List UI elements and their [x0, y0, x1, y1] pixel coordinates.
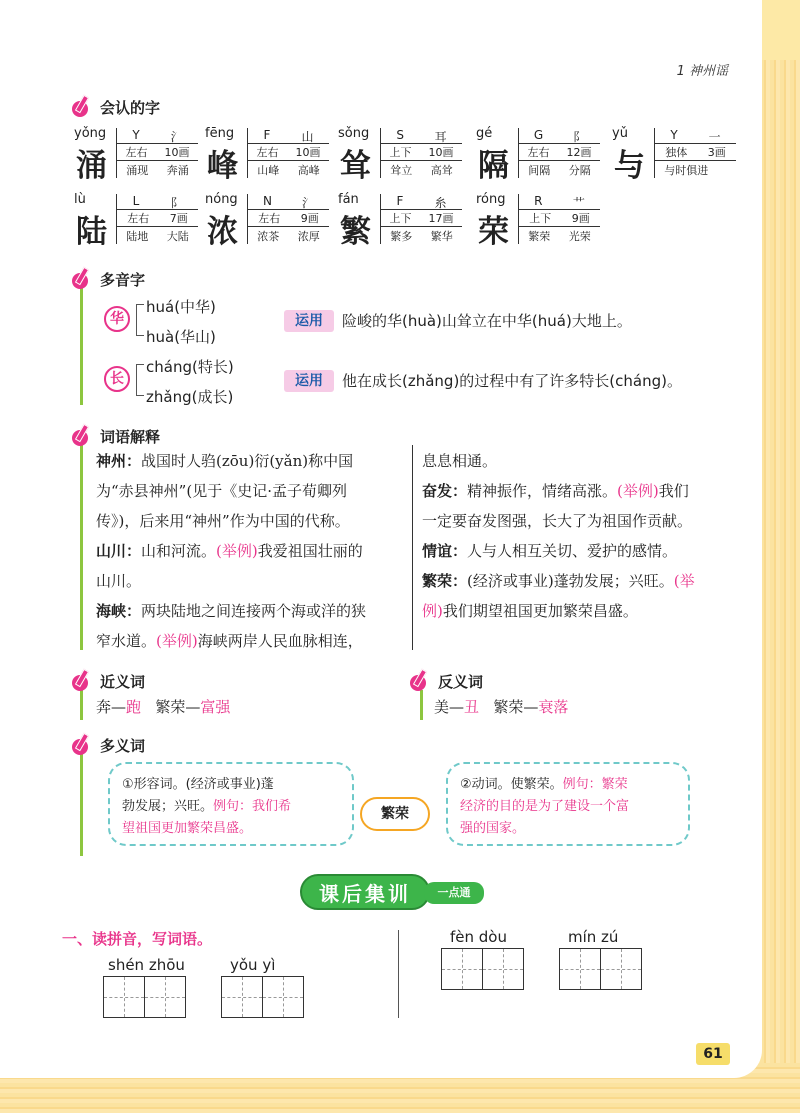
- example-tag: (举例): [156, 632, 198, 650]
- structure: 上下: [389, 146, 412, 159]
- word: 美—: [434, 698, 465, 716]
- radical: 耳: [434, 130, 447, 144]
- reading: huá(中华): [146, 298, 216, 316]
- section-recognize: [70, 96, 160, 118]
- reading: cháng(特长): [146, 358, 234, 376]
- char-info-box: [247, 194, 329, 244]
- example-sentence: 险峻的华(huà)山耸立在中华(huá)大地上。: [342, 312, 632, 330]
- char-info-box: [518, 128, 600, 178]
- char-info-box: [247, 128, 329, 178]
- section-title: 反义词: [438, 672, 484, 691]
- example-word: 间隔: [528, 163, 551, 177]
- pencil-icon: [70, 267, 94, 291]
- practice-banner: [300, 872, 490, 912]
- character: 耸: [340, 148, 371, 184]
- brace: [136, 304, 144, 336]
- definition: (经济或事业)蓬勃发展；兴旺。: [467, 572, 674, 590]
- pinyin: lù: [74, 192, 86, 207]
- writing-grid[interactable]: [560, 948, 642, 990]
- character: 浓: [207, 214, 238, 250]
- meaning-bubble-left: [108, 762, 354, 846]
- capital-letter: N: [263, 194, 272, 208]
- word: 奔—: [96, 698, 127, 716]
- example-word: 浓厚: [297, 229, 320, 243]
- structure: 左右: [127, 212, 150, 225]
- banner-main: 课后集训: [300, 874, 430, 910]
- stroke-count: 9画: [300, 212, 319, 225]
- character: 涌: [76, 148, 107, 184]
- example-word: 浓茶: [257, 229, 280, 243]
- example-word: 奔涌: [166, 163, 189, 177]
- running-head: 1 神州谣: [676, 64, 728, 79]
- pinyin: róng: [476, 192, 506, 207]
- green-bar: [420, 690, 423, 720]
- stroke-count: 10画: [428, 146, 454, 159]
- character: 与: [614, 148, 645, 184]
- radical: 山: [301, 130, 314, 144]
- term: 神州：: [96, 452, 142, 470]
- capital-letter: Y: [132, 128, 140, 142]
- column-divider: [412, 445, 413, 650]
- term: 奋发：: [422, 482, 468, 500]
- character: 陆: [76, 214, 107, 250]
- green-bar: [80, 445, 83, 650]
- radical: 艹: [572, 196, 585, 210]
- example-word: 繁华: [430, 229, 453, 243]
- pinyin-prompt: mín zú: [568, 928, 619, 946]
- reading: zhǎng(成长): [146, 388, 234, 406]
- pencil-icon: [70, 733, 94, 757]
- word: 繁荣—: [493, 698, 539, 716]
- example-tag: (举例): [216, 542, 258, 560]
- term: 海峡：: [96, 602, 142, 620]
- meaning: ②动词。使繁荣。: [460, 777, 563, 792]
- word-pair: 衰落: [538, 698, 569, 716]
- green-bar: [80, 285, 83, 405]
- section-title: 会认的字: [100, 98, 161, 117]
- writing-grid[interactable]: [442, 948, 524, 990]
- example-word: 繁荣: [528, 229, 551, 243]
- char-info-box: [518, 194, 600, 244]
- example: 我爱祖国壮丽的: [257, 542, 363, 560]
- char-badge: 华: [104, 306, 130, 332]
- example-word: 陆地: [126, 229, 149, 243]
- page-number: 61: [696, 1043, 730, 1065]
- use-tag: 运用: [284, 310, 334, 332]
- word-pair: 跑: [126, 698, 142, 716]
- definition: 传》)，后来用“神州”作为中国的代称。: [96, 512, 350, 530]
- stroke-count: 10画: [164, 146, 190, 159]
- example-tag: (举: [673, 572, 695, 590]
- section-polysemy: [70, 734, 145, 756]
- term: 繁荣：: [422, 572, 468, 590]
- section-title: 多义词: [100, 736, 146, 755]
- example-word: 光荣: [568, 229, 591, 243]
- page-side-edge: [760, 60, 800, 1113]
- character: 荣: [478, 214, 509, 250]
- definition: 精神振作，情绪高涨。: [467, 482, 618, 500]
- explain-left: [96, 446, 406, 656]
- section-antonym: [408, 670, 483, 692]
- example-word: 高峰: [297, 163, 320, 177]
- example-tag: (举例): [617, 482, 659, 500]
- task-title: 一、读拼音，写词语。: [62, 930, 213, 948]
- meaning: 勃发展；兴旺。: [122, 799, 214, 814]
- explain-right: [422, 446, 742, 626]
- section-title: 词语解释: [100, 427, 161, 446]
- radical: 糸: [434, 196, 447, 210]
- example-tag: 例): [422, 602, 443, 620]
- banner-sub: 一点通: [424, 882, 484, 904]
- char-info-box: [654, 128, 736, 178]
- word-pair: 富强: [200, 698, 231, 716]
- example-word: 与时俱进: [664, 163, 709, 177]
- writing-grid[interactable]: [222, 976, 304, 1018]
- pinyin: nóng: [205, 192, 238, 207]
- pinyin-prompt: yǒu yì: [230, 956, 276, 974]
- radical: 阝: [573, 130, 586, 144]
- character: 繁: [340, 214, 371, 250]
- example-word: 大陆: [166, 229, 189, 243]
- example: 海峡两岸人民血脉相连，: [197, 632, 363, 650]
- reading: huà(华山): [146, 328, 216, 346]
- stroke-count: 10画: [295, 146, 321, 159]
- pencil-icon: [408, 669, 432, 693]
- center-word: 繁荣: [360, 797, 430, 831]
- writing-grid[interactable]: [104, 976, 186, 1018]
- section-explain: [70, 425, 160, 447]
- capital-letter: Y: [670, 128, 678, 142]
- structure: 左右: [527, 146, 550, 159]
- example: 息息相通。: [422, 452, 498, 470]
- pinyin-prompt: shén zhōu: [108, 956, 185, 974]
- example-sentence: 强的国家。: [460, 821, 526, 836]
- char-info-box: [116, 194, 198, 244]
- example: 我们: [658, 482, 689, 500]
- pencil-icon: [70, 424, 94, 448]
- radical: 氵: [170, 130, 183, 144]
- example-sentence: 例句：繁荣: [562, 777, 628, 792]
- radical: 氵: [301, 196, 314, 210]
- brace: [136, 364, 144, 396]
- capital-letter: L: [132, 194, 140, 208]
- example-word: 山峰: [257, 163, 280, 177]
- radical: 一: [708, 130, 721, 144]
- char-info-box: [116, 128, 198, 178]
- definition: 战国时人驺(zōu)衍(yǎn)称中国: [141, 452, 354, 470]
- term: 情谊：: [422, 542, 468, 560]
- green-bar: [80, 752, 83, 856]
- example-sentence: 经济的目的是为了建设一个富: [460, 799, 630, 814]
- pinyin: fēng: [205, 126, 235, 141]
- synonym-pairs: [96, 692, 230, 722]
- radical: 阝: [170, 196, 183, 210]
- structure: 左右: [258, 212, 281, 225]
- pinyin: yǒng: [74, 126, 107, 141]
- example-sentence: 望祖国更加繁荣昌盛。: [122, 821, 253, 836]
- word-pair: 丑: [464, 698, 480, 716]
- stroke-count: 9画: [571, 212, 590, 225]
- antonym-pairs: [434, 692, 568, 722]
- structure: 上下: [389, 212, 412, 225]
- capital-letter: S: [396, 128, 404, 142]
- example-word: 耸立: [390, 163, 413, 177]
- example: 一定要奋发图强，长大了为祖国作贡献。: [422, 512, 693, 530]
- term: 山川：: [96, 542, 142, 560]
- section-synonym: [70, 670, 145, 692]
- example: 我们期望祖国更加繁荣昌盛。: [442, 602, 638, 620]
- example-word: 繁多: [390, 229, 413, 243]
- task-divider: [398, 930, 399, 1018]
- example-word: 分隔: [568, 163, 591, 177]
- stroke-count: 17画: [428, 212, 454, 225]
- character: 隔: [478, 148, 509, 184]
- definition: 窄水道。: [96, 632, 157, 650]
- capital-letter: G: [533, 128, 544, 142]
- capital-letter: R: [534, 194, 543, 208]
- example-word: 高耸: [430, 163, 453, 177]
- green-bar: [80, 690, 83, 720]
- meaning: ①形容词。(经济或事业)蓬: [122, 777, 274, 792]
- example-sentence: 例句：我们希: [213, 799, 292, 814]
- pinyin: fán: [338, 192, 359, 207]
- use-tag: 运用: [284, 370, 334, 392]
- structure: 左右: [125, 146, 148, 159]
- section-title: 近义词: [100, 672, 146, 691]
- definition: 山和河流。: [141, 542, 217, 560]
- meaning-bubble-right: [446, 762, 690, 846]
- section-title: 多音字: [100, 270, 146, 289]
- definition: 为“赤县神州”(见于《史记·孟子荀卿列: [96, 482, 347, 500]
- stroke-count: 7画: [169, 212, 188, 225]
- definition: 人与人相互关切、爱护的感情。: [467, 542, 678, 560]
- pinyin: yǔ: [612, 126, 628, 141]
- capital-letter: F: [396, 194, 404, 208]
- char-badge: 长: [104, 366, 130, 392]
- pinyin: sǒng: [338, 126, 370, 141]
- example-sentence: 他在成长(zhǎng)的过程中有了许多特长(cháng)。: [342, 372, 682, 390]
- char-info-box: [380, 128, 462, 178]
- structure: 上下: [529, 212, 552, 225]
- char-info-box: [380, 194, 462, 244]
- structure: 左右: [256, 146, 279, 159]
- word: 繁荣—: [155, 698, 201, 716]
- pinyin-prompt: fèn dòu: [450, 928, 507, 946]
- definition: 两块陆地之间连接两个海或洋的狭: [141, 602, 367, 620]
- character: 峰: [207, 148, 238, 184]
- example-word: 涌现: [126, 163, 149, 177]
- stroke-count: 3画: [707, 146, 726, 159]
- section-polyphone: [70, 268, 145, 290]
- pinyin: gé: [476, 126, 493, 141]
- stroke-count: 12画: [566, 146, 592, 159]
- pencil-icon: [70, 669, 94, 693]
- pencil-icon: [70, 95, 94, 119]
- capital-letter: F: [263, 128, 271, 142]
- structure: 独体: [665, 146, 688, 159]
- example: 山川。: [96, 572, 142, 590]
